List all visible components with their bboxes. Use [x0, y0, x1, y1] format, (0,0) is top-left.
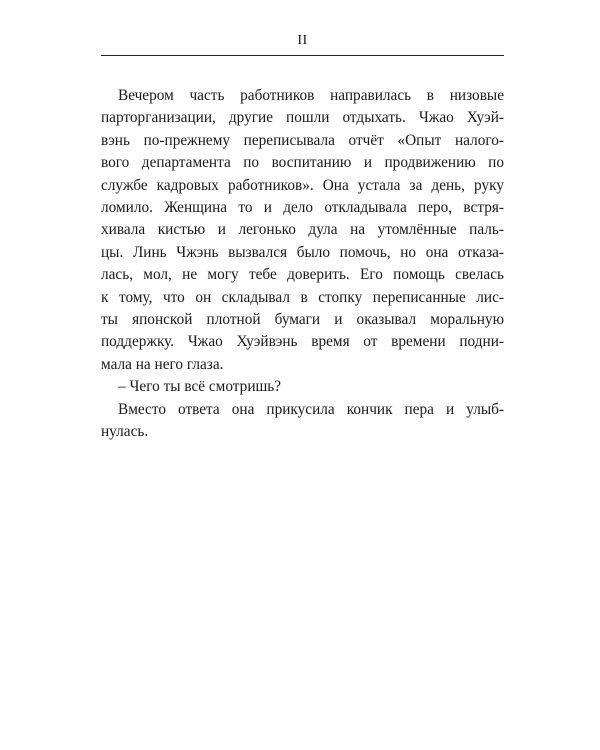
- text-line: парторганизации, другие пошли отдыхать. Чжао Хуэй-: [101, 109, 504, 127]
- text-line: нулась.: [101, 423, 149, 441]
- dialogue-line: – Чего ты всё смотришь?: [118, 378, 282, 396]
- text-line: ломило. Женщина то и дело откладывала перо, встря-: [101, 199, 504, 217]
- text-line: лась, мол, не могу тебе доверить. Его помощь свелась: [101, 266, 504, 284]
- body-text: [101, 85, 504, 444]
- text-line: мала на него глаза.: [101, 355, 224, 373]
- text-line: хивала кистью и легонько дула на утомлённые паль-: [101, 221, 504, 239]
- text-line: поддержку. Чжао Хуэйвэнь время от времени подни-: [101, 333, 504, 351]
- text-line: к тому, что он складывал в стопку переписанные лис-: [101, 288, 504, 306]
- text-line: вэнь по-прежнему переписывала отчёт «Опыт налого-: [101, 131, 504, 149]
- page-number: II: [297, 33, 308, 48]
- text-line: службе кадровых работников». Она устала за день, руку: [101, 176, 504, 194]
- header-rule: [101, 55, 504, 56]
- text-line: цы. Линь Чжэнь вызвался было помочь, но она отказа-: [101, 243, 504, 261]
- text-line: Вместо ответа она прикусила кончик пера и улыб-: [118, 400, 504, 418]
- text-line: Вечером часть работников направилась в низовые: [118, 87, 504, 104]
- text-line: вого департамента по воспитанию и продвижению по: [101, 154, 504, 172]
- text-line: ты японской плотной бумаги и оказывал моральную: [101, 311, 504, 329]
